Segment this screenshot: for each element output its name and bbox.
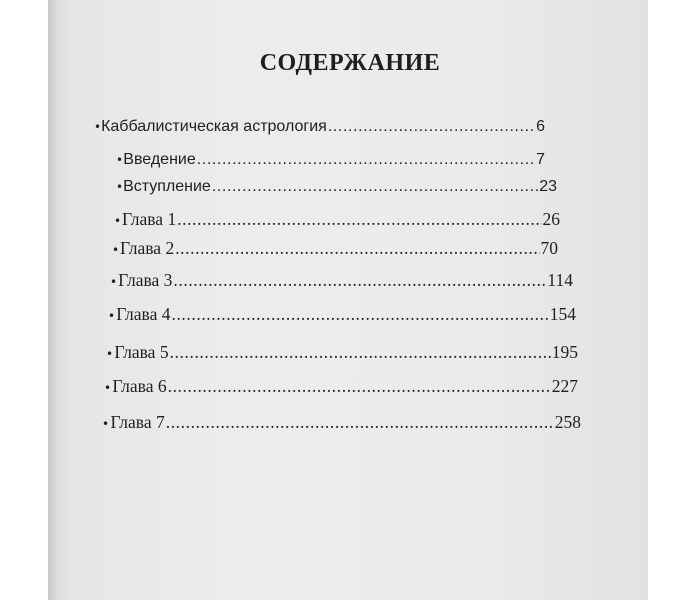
toc-entry-page: 23 [539, 178, 557, 195]
spine-shadow [48, 0, 58, 600]
dot-leader [173, 270, 546, 291]
toc-entry-label: Глава 7 [110, 412, 165, 432]
toc-entry-label: Глава 2 [119, 238, 175, 258]
toc-entry [116, 151, 545, 169]
dot-leader [166, 412, 554, 433]
dot-leader [197, 151, 535, 169]
bullet-icon: • [112, 243, 120, 257]
dot-leader [170, 342, 551, 363]
toc-entry-label: Глава 5 [114, 342, 169, 362]
toc-entry-page: 258 [554, 412, 581, 432]
toc-entry [102, 412, 581, 433]
toc-entry-page: 7 [536, 151, 545, 168]
bullet-icon: • [114, 214, 122, 228]
toc-entry-label: Вступление [123, 178, 211, 195]
toc-entry-page: 26 [542, 209, 560, 229]
toc-entry [104, 376, 578, 397]
bullet-icon: • [110, 275, 118, 289]
toc-entry-label: Глава 6 [112, 376, 167, 396]
toc-entry [116, 178, 557, 196]
bullet-icon: • [104, 381, 112, 395]
dot-leader [328, 118, 535, 136]
toc-entry-page: 227 [551, 376, 578, 396]
toc-entry-page: 195 [551, 342, 578, 362]
dot-leader [212, 178, 538, 196]
dot-leader [175, 238, 539, 259]
toc-entry [112, 238, 558, 259]
toc-entry [106, 342, 578, 363]
toc-entry-page: 70 [540, 238, 558, 258]
bullet-icon: • [108, 309, 116, 323]
toc-entry [114, 209, 560, 230]
toc-entry-page: 114 [547, 270, 573, 290]
toc-entry [108, 304, 576, 325]
page-title: СОДЕРЖАНИЕ [259, 50, 441, 76]
paper-sheet [48, 0, 648, 600]
toc-entry-label: Каббалистическая астрология [101, 118, 327, 135]
toc-entry-label: Глава 1 [121, 209, 177, 229]
toc-entry-label: Введение [123, 151, 196, 168]
toc-entry-label: Глава 4 [116, 304, 171, 324]
toc-entry [110, 270, 573, 291]
dot-leader [171, 304, 548, 325]
dot-leader [177, 209, 541, 230]
bullet-icon: • [94, 120, 102, 134]
dot-leader [168, 376, 551, 397]
bullet-icon: • [116, 180, 124, 194]
toc-entry-label: Глава 3 [118, 270, 173, 290]
bullet-icon: • [116, 153, 124, 167]
bullet-icon: • [102, 417, 110, 431]
bullet-icon: • [106, 347, 114, 361]
toc-entry-page: 6 [536, 118, 545, 135]
toc-entry-page: 154 [549, 304, 576, 324]
toc-entry [94, 118, 545, 136]
